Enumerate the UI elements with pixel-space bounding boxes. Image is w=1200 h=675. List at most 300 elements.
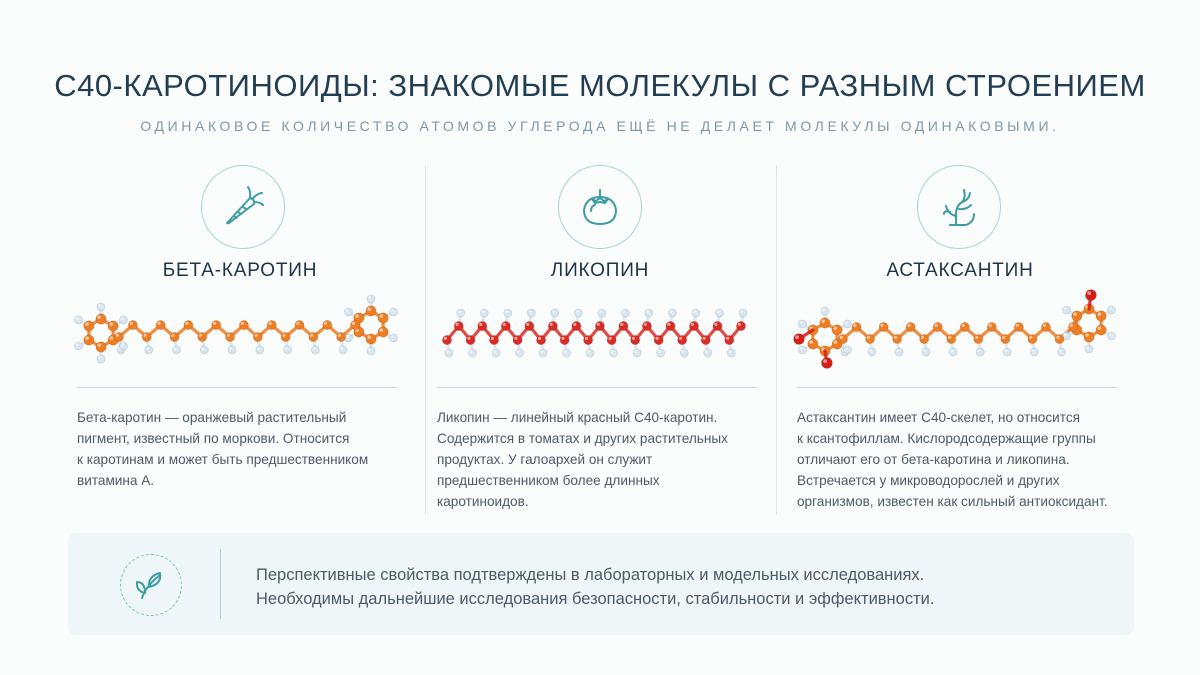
atom-highlight <box>670 310 673 313</box>
hydrogen-atom <box>976 348 984 356</box>
carbon-atom <box>1096 325 1106 335</box>
description-line: пигмент, известный по моркови. Относится <box>77 431 350 446</box>
atom-highlight <box>368 348 371 351</box>
carbon-atom <box>513 335 522 344</box>
hydrogen-atom <box>633 349 641 357</box>
hydrogen-atom <box>739 309 747 317</box>
atom-highlight <box>313 347 316 350</box>
atom-highlight <box>255 334 258 337</box>
hydrogen-atom <box>692 309 700 317</box>
banner-line: Необходимы дальнейшие исследования безопасности, стабильности и эффективности. <box>256 590 935 608</box>
carbon-atom <box>906 322 915 331</box>
atom-highlight <box>853 324 856 327</box>
carbon-atom <box>1028 334 1037 343</box>
carbon-atom <box>281 332 290 341</box>
description-line: Ликопин — линейный красный С40-каротин. <box>437 410 718 425</box>
carbon-atom <box>478 321 487 330</box>
oxygen-atom <box>822 358 833 369</box>
carbon-atom <box>893 334 902 343</box>
atom-highlight <box>950 349 953 352</box>
carrot-icon <box>201 165 285 249</box>
carbon-atom <box>184 320 193 329</box>
atom-highlight <box>1064 333 1067 336</box>
lycopene-molecule <box>425 285 775 375</box>
carbon-atom <box>1096 311 1106 321</box>
beta-carotene-molecule <box>65 285 415 375</box>
atom-highlight <box>76 317 79 320</box>
hydrogen-atom <box>563 349 571 357</box>
page-title: С40-КАРОТИНОИДЫ: ЗНАКОМЫЕ МОЛЕКУЛЫ С РАЗНЫМ СТРОЕНИЕМ <box>54 68 1146 103</box>
seaweed-icon <box>917 165 1001 249</box>
atom-highlight <box>171 334 174 337</box>
molecule-name: ЛИКОПИН <box>550 260 650 281</box>
carbon-atom <box>1001 334 1010 343</box>
carbon-atom <box>619 321 628 330</box>
hydrogen-atom <box>868 348 876 356</box>
carbon-atom <box>466 335 475 344</box>
atom-highlight <box>573 323 576 326</box>
hydrogen-atom <box>339 346 347 354</box>
hydrogen-atom <box>367 295 375 303</box>
carbon-atom <box>323 320 332 329</box>
hydrogen-atom <box>704 349 712 357</box>
hydrogen-atom <box>445 349 453 357</box>
atom-highlight <box>880 324 883 327</box>
hydrogen-atom <box>1108 306 1116 314</box>
hydrogen-atom <box>551 309 559 317</box>
atom-highlight <box>367 307 371 311</box>
hydrogen-atom <box>715 309 723 317</box>
atom-highlight <box>229 347 232 350</box>
carbon-atom <box>548 321 557 330</box>
atom-highlight <box>130 322 133 325</box>
atom-highlight <box>1005 349 1008 352</box>
hydrogen-atom <box>1003 348 1011 356</box>
carbon-atom <box>442 335 451 344</box>
carbon-atom <box>212 320 221 329</box>
atom-highlight <box>121 343 124 346</box>
atom-highlight <box>597 323 600 326</box>
atom-highlight <box>1059 349 1062 352</box>
atom-highlight <box>282 334 285 337</box>
atom-highlight <box>934 324 937 327</box>
carbon-atom <box>920 334 929 343</box>
hydrogen-atom <box>527 309 535 317</box>
description <box>797 407 1137 512</box>
hydrogen-atom <box>895 348 903 356</box>
hydrogen-atom <box>798 320 806 328</box>
banner-text <box>256 563 934 611</box>
atom-highlight <box>444 337 447 340</box>
carbon-atom <box>947 334 956 343</box>
atom-highlight <box>479 323 482 326</box>
atom-highlight <box>540 350 543 353</box>
atom-highlight <box>587 350 590 353</box>
atom-highlight <box>1056 336 1059 339</box>
atom-highlight <box>310 334 313 337</box>
atom-highlight <box>201 347 204 350</box>
atom-highlight <box>529 310 532 313</box>
carbon-atom <box>607 335 616 344</box>
hydrogen-atom <box>949 348 957 356</box>
atom-highlight <box>355 314 359 318</box>
atom-highlight <box>681 350 684 353</box>
carbon-atom <box>142 332 151 341</box>
atom-highlight <box>1097 312 1101 316</box>
atom-highlight <box>199 334 202 337</box>
atom-highlight <box>667 323 670 326</box>
atom-highlight <box>833 326 837 330</box>
atom-highlight <box>869 349 872 352</box>
tomato-icon <box>558 165 642 249</box>
atom-highlight <box>346 335 349 338</box>
atom-highlight <box>809 340 813 344</box>
astaxanthin-card <box>785 165 1135 515</box>
atom-highlight <box>845 321 848 324</box>
atom-highlight <box>1016 324 1019 327</box>
carbon-atom <box>198 332 207 341</box>
carbon-atom <box>84 335 94 345</box>
atom-highlight <box>121 317 124 320</box>
atom-highlight <box>679 337 682 340</box>
atom-highlight <box>550 323 553 326</box>
atom-highlight <box>840 336 843 339</box>
banner-line: Перспективные свойства подтверждены в лабораторных и модельных исследованиях. <box>256 566 925 584</box>
description <box>437 407 777 512</box>
atom-highlight <box>514 337 517 340</box>
carbon-atom <box>1055 334 1064 343</box>
atom-highlight <box>561 337 564 340</box>
oxygen-atom <box>794 334 805 345</box>
atom-highlight <box>338 334 341 337</box>
hydrogen-atom <box>586 349 594 357</box>
atom-highlight <box>109 336 113 340</box>
atom-highlight <box>241 322 244 325</box>
atom-highlight <box>493 350 496 353</box>
carbon-atom <box>678 335 687 344</box>
hydrogen-atom <box>821 307 829 315</box>
carbon-atom <box>170 332 179 341</box>
carbon-atom <box>84 321 94 331</box>
carbon-atom <box>689 321 698 330</box>
atom-highlight <box>800 321 803 324</box>
atom-highlight <box>896 349 899 352</box>
hydrogen-atom <box>120 316 128 324</box>
atom-highlight <box>97 343 101 347</box>
carbon-atom <box>987 322 996 331</box>
hydrogen-atom <box>284 346 292 354</box>
atom-highlight <box>644 323 647 326</box>
atom-highlight <box>379 328 383 332</box>
carbon-atom <box>865 334 874 343</box>
description-line: Астаксантин имеет С40-скелет, но относится <box>797 410 1080 425</box>
atom-highlight <box>693 310 696 313</box>
atom-highlight <box>85 336 89 340</box>
hydrogen-atom <box>492 349 500 357</box>
carbon-atom <box>108 321 118 331</box>
atom-highlight <box>340 347 343 350</box>
carbon-atom <box>572 321 581 330</box>
atom-highlight <box>646 310 649 313</box>
atom-highlight <box>977 349 980 352</box>
carbon-atom <box>642 321 651 330</box>
carbon-atom <box>1041 322 1050 331</box>
atom-highlight <box>526 323 529 326</box>
carbon-atom <box>960 322 969 331</box>
atom-highlight <box>795 335 799 339</box>
hydrogen-atom <box>74 342 82 350</box>
carbon-atom <box>1084 332 1094 342</box>
description <box>77 407 417 491</box>
carbon-atom <box>654 335 663 344</box>
hydrogen-atom <box>173 346 181 354</box>
carbon-atom <box>114 332 123 341</box>
hydrogen-atom <box>480 309 488 317</box>
atom-highlight <box>367 335 371 339</box>
hydrogen-atom <box>97 355 105 363</box>
atom-highlight <box>1070 324 1073 327</box>
carbon-atom <box>239 320 248 329</box>
atom-highlight <box>1029 336 1032 339</box>
carbon-atom <box>560 335 569 344</box>
atom-highlight <box>227 334 230 337</box>
carbon-atom <box>128 320 137 329</box>
hydrogen-atom <box>200 346 208 354</box>
atom-highlight <box>1109 307 1112 310</box>
carbon-atom <box>595 321 604 330</box>
carbon-atom <box>713 321 722 330</box>
atom-highlight <box>1043 324 1046 327</box>
molecule-name: АСТАКСАНТИН <box>886 260 1034 281</box>
hydrogen-atom <box>367 347 375 355</box>
atom-highlight <box>456 323 459 326</box>
description-line: организмов, известен как сильный антиоксидант. <box>797 494 1108 509</box>
hydrogen-atom <box>390 334 398 342</box>
atom-highlight <box>823 359 827 363</box>
divider <box>77 387 397 388</box>
carbon-atom <box>725 335 734 344</box>
atom-highlight <box>564 350 567 353</box>
hydrogen-atom <box>145 346 153 354</box>
atom-highlight <box>845 347 848 350</box>
hydrogen-atom <box>668 309 676 317</box>
atom-highlight <box>726 337 729 340</box>
atom-highlight <box>1032 349 1035 352</box>
hydrogen-atom <box>120 342 128 350</box>
description-line: Бета-каротин — оранжевый растительный <box>77 410 347 425</box>
carbon-atom <box>1072 311 1082 321</box>
atom-highlight <box>144 334 147 337</box>
carbon-atom <box>454 321 463 330</box>
astaxanthin-molecule <box>785 285 1135 375</box>
atom-highlight <box>76 343 79 346</box>
carbon-atom <box>808 339 818 349</box>
hydrogen-atom <box>645 309 653 317</box>
carbon-atom <box>701 335 710 344</box>
carbon-atom <box>253 332 262 341</box>
atom-highlight <box>467 337 470 340</box>
atom-highlight <box>185 322 188 325</box>
atom-highlight <box>116 334 119 337</box>
atom-highlight <box>717 310 720 313</box>
hydrogen-atom <box>228 346 236 354</box>
atom-highlight <box>623 310 626 313</box>
carbon-atom <box>536 335 545 344</box>
hydrogen-atom <box>1057 348 1065 356</box>
carbon-atom <box>350 320 359 329</box>
hydrogen-atom <box>621 309 629 317</box>
atom-highlight <box>98 304 101 307</box>
beta-carotene-card <box>65 165 415 515</box>
atom-highlight <box>213 322 216 325</box>
atom-highlight <box>599 310 602 313</box>
atom-highlight <box>822 308 825 311</box>
carbon-atom <box>584 335 593 344</box>
atom-highlight <box>620 323 623 326</box>
atom-highlight <box>296 322 299 325</box>
atom-highlight <box>962 324 965 327</box>
carbon-atom <box>378 327 388 337</box>
carbon-atom <box>225 332 234 341</box>
atom-highlight <box>705 350 708 353</box>
hydrogen-atom <box>504 309 512 317</box>
atom-highlight <box>1087 291 1091 295</box>
carbon-atom <box>378 313 388 323</box>
carbon-atom <box>337 332 346 341</box>
atom-highlight <box>1085 333 1089 337</box>
hydrogen-atom <box>657 349 665 357</box>
atom-highlight <box>458 310 461 313</box>
atom-highlight <box>634 350 637 353</box>
carbon-atom <box>1014 322 1023 331</box>
atom-highlight <box>109 322 113 326</box>
atom-highlight <box>552 310 555 313</box>
hydrogen-atom <box>574 309 582 317</box>
carbon-atom <box>631 335 640 344</box>
atom-highlight <box>632 337 635 340</box>
description-line: Встречается у микроводорослей и других <box>797 473 1060 488</box>
atom-highlight <box>1109 333 1112 336</box>
atom-highlight <box>146 347 149 350</box>
oxygen-atom <box>1086 290 1097 301</box>
atom-highlight <box>921 336 924 339</box>
hydrogen-atom <box>798 346 806 354</box>
atom-highlight <box>481 310 484 313</box>
description-line: отличают его от бета-каротина и ликопина. <box>797 452 1070 467</box>
description-line: к ксантофиллам. Кислородсодержащие группы <box>797 431 1096 446</box>
carbon-atom <box>295 320 304 329</box>
carbon-atom <box>525 321 534 330</box>
lycopene-card <box>425 165 775 515</box>
hydrogen-atom <box>311 346 319 354</box>
atom-highlight <box>368 296 371 299</box>
atom-highlight <box>324 322 327 325</box>
atom-highlight <box>1002 336 1005 339</box>
carbon-atom <box>736 321 745 330</box>
atom-highlight <box>867 336 870 339</box>
hydrogen-atom <box>1108 332 1116 340</box>
hydrogen-atom <box>610 349 618 357</box>
description-line: предшественником более длинных <box>437 473 660 488</box>
atom-highlight <box>446 350 449 353</box>
carbon-atom <box>96 314 106 324</box>
atom-highlight <box>352 322 355 325</box>
description-line: продуктах. У галоархей он служит <box>437 452 653 467</box>
atom-highlight <box>658 350 661 353</box>
hydrogen-atom <box>1085 345 1093 353</box>
atom-highlight <box>894 336 897 339</box>
carbon-atom <box>96 342 106 352</box>
atom-highlight <box>611 350 614 353</box>
page-subtitle: ОДИНАКОВОЕ КОЛИЧЕСТВО АТОМОВ УГЛЕРОДА ЕЩЁ НЕ ДЕЛАЕТ МОЛЕКУЛЫ ОДИНАКОВЫМИ. <box>140 118 1060 134</box>
description-line: каротиноидов. <box>437 494 529 509</box>
carbon-atom <box>879 322 888 331</box>
carbon-atom <box>666 321 675 330</box>
carbon-atom <box>309 332 318 341</box>
atom-highlight <box>391 335 394 338</box>
atom-highlight <box>691 323 694 326</box>
atom-highlight <box>97 315 101 319</box>
atom-highlight <box>505 310 508 313</box>
carbon-atom <box>838 334 847 343</box>
hydrogen-atom <box>1062 306 1070 314</box>
atom-highlight <box>157 322 160 325</box>
carbon-atom <box>366 306 376 316</box>
carbon-atom <box>156 320 165 329</box>
hydrogen-atom <box>390 308 398 316</box>
atom-highlight <box>257 347 260 350</box>
atom-highlight <box>1097 326 1101 330</box>
atom-highlight <box>907 324 910 327</box>
atom-highlight <box>608 337 611 340</box>
atom-highlight <box>923 349 926 352</box>
description-line: к каротинам и может быть предшественником <box>77 452 369 467</box>
atom-highlight <box>517 350 520 353</box>
atom-highlight <box>285 347 288 350</box>
atom-highlight <box>1086 346 1089 349</box>
atom-highlight <box>989 324 992 327</box>
atom-highlight <box>1073 312 1077 316</box>
leaf-sprout-icon <box>120 554 182 616</box>
atom-highlight <box>391 309 394 312</box>
atom-highlight <box>738 323 741 326</box>
banner-separator <box>220 549 221 619</box>
atom-highlight <box>821 319 825 323</box>
carbon-atom <box>933 322 942 331</box>
carbon-atom <box>267 320 276 329</box>
atom-highlight <box>1064 307 1067 310</box>
hydrogen-atom <box>598 309 606 317</box>
hydrogen-atom <box>680 349 688 357</box>
atom-highlight <box>740 310 743 313</box>
divider <box>437 387 757 388</box>
atom-highlight <box>268 322 271 325</box>
research-note-banner <box>68 533 1134 635</box>
atom-highlight <box>470 350 473 353</box>
hydrogen-atom <box>344 308 352 316</box>
hydrogen-atom <box>469 349 477 357</box>
atom-highlight <box>346 309 349 312</box>
atom-highlight <box>85 322 89 326</box>
carbon-atom <box>820 318 830 328</box>
carbon-atom <box>501 321 510 330</box>
carbon-atom <box>974 334 983 343</box>
atom-highlight <box>379 314 383 318</box>
atom-highlight <box>655 337 658 340</box>
hydrogen-atom <box>74 316 82 324</box>
atom-highlight <box>491 337 494 340</box>
atom-highlight <box>585 337 588 340</box>
